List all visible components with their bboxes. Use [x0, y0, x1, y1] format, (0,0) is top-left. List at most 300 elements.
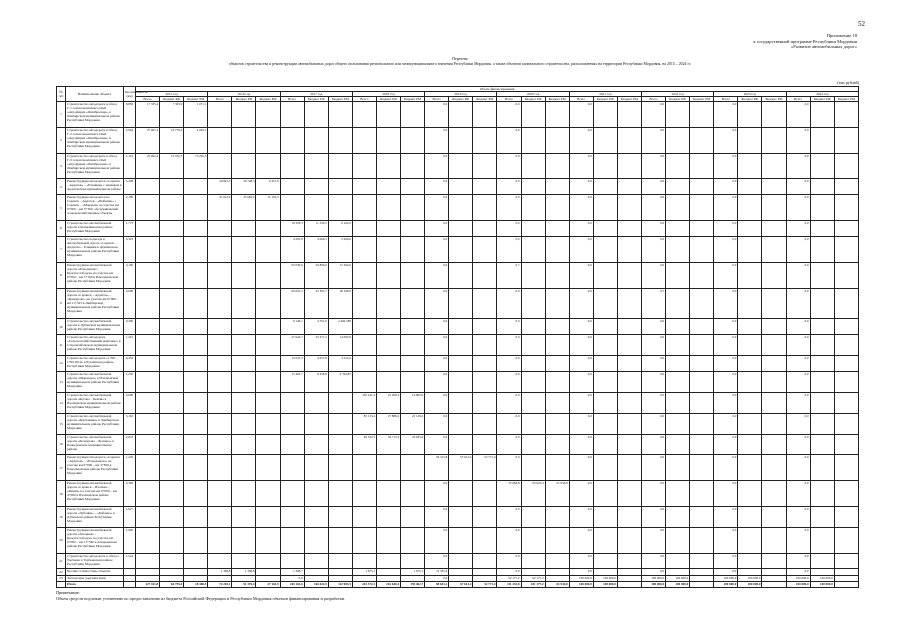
row-value: 100 000,0: [786, 581, 810, 587]
row-value: [280, 195, 304, 221]
row-value: [834, 102, 859, 128]
row-value: [473, 221, 497, 237]
row-value: [328, 455, 352, 481]
row-value: 0,0: [569, 153, 593, 179]
row-value: [449, 434, 473, 455]
row-index: 11: [57, 335, 66, 356]
row-value: [690, 179, 714, 195]
row-value: [184, 481, 208, 507]
row-value: [136, 455, 160, 481]
row-value: [666, 527, 690, 553]
row-value: [545, 262, 569, 288]
row-value: [280, 392, 304, 413]
row-value: [208, 102, 232, 128]
row-value: [136, 413, 160, 434]
header-subcolumn: Всего: [280, 97, 304, 102]
table-row: [57, 413, 859, 434]
header-index: № п/п: [57, 87, 66, 102]
row-value: 0,0: [786, 481, 810, 507]
row-object-name: Итого: [66, 581, 124, 587]
row-value: 0,0: [569, 288, 593, 319]
row-value: [834, 553, 859, 569]
row-index: 13: [57, 371, 66, 392]
row-value: [256, 527, 280, 553]
row-value: [160, 455, 184, 481]
row-value: 100 000,0: [641, 581, 665, 587]
row-value: [208, 481, 232, 507]
header-name: Наименование объекта: [66, 87, 124, 102]
row-value: [160, 236, 184, 262]
row-value: [810, 481, 834, 507]
row-value: [401, 527, 425, 553]
row-index: 5: [57, 195, 66, 221]
row-value: 159 462,7: [401, 581, 425, 587]
row-value: 0,0: [497, 153, 521, 179]
header-subcolumn: Бюджет РМ: [834, 97, 859, 102]
row-object-name: Строительство автодороги в обход г. Торбеево в Торбеевском районе Республики Мордовия: [66, 553, 124, 569]
row-value: [136, 262, 160, 288]
header-subcolumn: Бюджет РМ: [184, 97, 208, 102]
row-value: 0,0: [786, 236, 810, 262]
row-value: [666, 371, 690, 392]
row-value: 41 012,0: [208, 195, 232, 221]
row-value: 0,7: [497, 262, 521, 288]
row-value: [136, 392, 160, 413]
row-value: [401, 221, 425, 237]
row-value: [352, 153, 376, 179]
row-value: 0,0: [425, 575, 449, 581]
row-value: [449, 288, 473, 319]
row-value: [810, 153, 834, 179]
row-value: 0,0: [714, 455, 738, 481]
row-value: 240 162,6: [280, 581, 304, 587]
row-index: 3: [57, 153, 66, 179]
row-value: 2 266,6: [328, 236, 352, 262]
row-value: [473, 434, 497, 455]
row-value: [545, 195, 569, 221]
row-value: 25 682,2: [232, 195, 256, 221]
row-value: [521, 553, 545, 569]
row-value: [738, 553, 762, 569]
header-subcolumn: Бюджет РМ: [328, 97, 352, 102]
row-value: 0,0: [641, 319, 665, 335]
row-value: 0,0: [497, 527, 521, 553]
row-value: 7 303,9: [160, 102, 184, 128]
row-value: [184, 288, 208, 319]
row-value: [666, 153, 690, 179]
row-value: 0,0: [425, 153, 449, 179]
row-value: [666, 127, 690, 153]
row-value: [473, 319, 497, 335]
row-value: [834, 153, 859, 179]
row-value: 3 522,6: [328, 355, 352, 371]
row-value: [738, 262, 762, 288]
row-value: 0,0: [714, 335, 738, 356]
row-value: 15 462,7: [280, 371, 304, 392]
row-value: [762, 335, 786, 356]
table-row: [57, 262, 859, 288]
row-value: [834, 335, 859, 356]
row-value: [762, 506, 786, 527]
row-value: [521, 195, 545, 221]
row-value: [738, 153, 762, 179]
row-length: 1,220: [124, 455, 136, 481]
row-value: [352, 262, 376, 288]
row-value: 0,0: [425, 392, 449, 413]
row-value: [136, 236, 160, 262]
row-value: [184, 434, 208, 455]
row-value: [136, 319, 160, 335]
row-value: [521, 221, 545, 237]
row-value: [401, 319, 425, 335]
row-value: [136, 553, 160, 569]
row-value: 0,0: [641, 455, 665, 481]
row-value: [762, 288, 786, 319]
row-value: [328, 179, 352, 195]
row-index: 14: [57, 392, 66, 413]
row-value: 0,0: [425, 527, 449, 553]
row-value: [473, 262, 497, 288]
row-value: [762, 127, 786, 153]
row-value: [184, 236, 208, 262]
row-value: [328, 127, 352, 153]
row-index: 12: [57, 355, 66, 371]
row-value: [738, 481, 762, 507]
row-value: [810, 179, 834, 195]
row-value: [232, 127, 256, 153]
appendix-header: [753, 33, 857, 50]
row-value: 100 000,0: [810, 575, 834, 581]
row-value: [401, 127, 425, 153]
row-value: [593, 288, 617, 319]
row-value: [810, 319, 834, 335]
header-subcolumn: Всего: [569, 97, 593, 102]
row-value: 14 962,9: [401, 392, 425, 413]
appendix-line: Приложение 18: [826, 33, 857, 38]
row-value: 62 177,2: [497, 575, 521, 581]
row-value: [690, 195, 714, 221]
row-value: [593, 221, 617, 237]
row-value: [834, 355, 859, 371]
row-value: [810, 506, 834, 527]
header-subcolumn: Всего: [641, 97, 665, 102]
row-value: [449, 153, 473, 179]
row-value: 0,0: [569, 221, 593, 237]
row-value: 100 000,0: [569, 581, 593, 587]
row-value: [449, 553, 473, 569]
row-value: [136, 221, 160, 237]
row-value: [738, 288, 762, 319]
row-value: 0,0: [569, 569, 593, 575]
row-value: [834, 262, 859, 288]
row-value: [184, 221, 208, 237]
row-value: 0,0: [569, 434, 593, 455]
row-value: [762, 221, 786, 237]
row-value: [690, 355, 714, 371]
row-value: [352, 195, 376, 221]
row-value: [208, 371, 232, 392]
row-value: [617, 481, 641, 507]
row-index: 10: [57, 319, 66, 335]
row-value: [617, 102, 641, 128]
row-value: 0,0: [497, 506, 521, 527]
row-value: 0,0: [425, 335, 449, 356]
row-value: 15 032,3: [160, 153, 184, 179]
row-value: [593, 392, 617, 413]
row-value: [593, 236, 617, 262]
row-value: 0,0: [786, 102, 810, 128]
row-value: [617, 355, 641, 371]
row-value: [834, 236, 859, 262]
row-value: [160, 179, 184, 195]
row-value: 55 612,2: [449, 455, 473, 481]
row-value: [352, 335, 376, 356]
row-index: 2: [57, 127, 66, 153]
row-value: 112 983,5: [328, 581, 352, 587]
row-value: [208, 127, 232, 153]
row-value: [762, 355, 786, 371]
row-value: [401, 195, 425, 221]
row-value: 0,0: [714, 569, 738, 575]
row-value: [738, 392, 762, 413]
row-value: [280, 179, 304, 195]
row-value: 23 935,4: [401, 434, 425, 455]
row-value: [690, 288, 714, 319]
row-value: 0,0: [425, 355, 449, 371]
row-value: [738, 335, 762, 356]
row-value: 0,0: [425, 179, 449, 195]
row-value: [184, 527, 208, 553]
row-length: 1,191: [124, 153, 136, 179]
table-row: [57, 288, 859, 319]
row-value: 64 755,4: [160, 581, 184, 587]
row-value: [473, 288, 497, 319]
row-length: 3,162: [124, 413, 136, 434]
row-value: 0,0: [641, 195, 665, 221]
row-value: 0,0: [786, 319, 810, 335]
row-value: [160, 506, 184, 527]
row-value: 0,0: [786, 288, 810, 319]
row-value: [184, 335, 208, 356]
row-value: 0,0: [786, 506, 810, 527]
row-value: [401, 102, 425, 128]
row-value: [208, 527, 232, 553]
row-value: [762, 102, 786, 128]
row-value: [376, 195, 400, 221]
row-value: 27 163,9: [256, 581, 280, 587]
row-value: [401, 288, 425, 319]
row-value: [232, 553, 256, 569]
row-value: [304, 153, 328, 179]
row-index: [57, 581, 66, 587]
row-value: [208, 236, 232, 262]
row-value: [810, 413, 834, 434]
row-value: 0,0: [425, 319, 449, 335]
row-value: 6 457,6: [256, 179, 280, 195]
row-value: [136, 195, 160, 221]
row-value: 0,0: [569, 527, 593, 553]
row-value: [473, 413, 497, 434]
row-length: 1,524: [124, 553, 136, 569]
row-value: [232, 236, 256, 262]
row-value: [304, 127, 328, 153]
notes-text: Объем средств подлежит уточнению по предоставлению из бюджета Российской Федерации и Республики Мордовия объемов финансирования и разработки.: [56, 595, 346, 601]
header-subcolumn: Всего: [425, 97, 449, 102]
row-value: [232, 221, 256, 237]
row-value: [690, 319, 714, 335]
header-subcolumn: Всего: [136, 97, 160, 102]
row-value: 0,0: [569, 262, 593, 288]
row-value: [545, 102, 569, 128]
header-year: 2019 год: [425, 92, 497, 97]
row-value: 0,0: [497, 569, 521, 575]
row-index: 16: [57, 434, 66, 455]
header-year: 2022 год: [641, 92, 713, 97]
row-value: [473, 335, 497, 356]
row-object-name: Строительство автодороги в обход Г-3 сельхозкомплекса ОАО «Агрофирма «Октябрьская», в Лямбирском муниципальном районе Республики Мордовия: [66, 153, 124, 179]
row-value: 0,0: [497, 371, 521, 392]
row-value: [617, 455, 641, 481]
row-value: [256, 434, 280, 455]
row-object-name: Реконструкция автомобильной дороги «Ромоданово – Краснослободск» на участке км 0+000 – км 3+100 в Ромодановском районе Республики Мордовия: [66, 262, 124, 288]
table-row: [57, 527, 859, 553]
header-subcolumn: Всего: [786, 97, 810, 102]
row-value: [256, 319, 280, 335]
row-value: [376, 179, 400, 195]
row-value: 0,0: [641, 153, 665, 179]
row-value: [593, 371, 617, 392]
row-value: 0,0: [714, 102, 738, 128]
row-value: [473, 236, 497, 262]
row-value: [834, 413, 859, 434]
table-row: [57, 392, 859, 413]
row-value: [545, 434, 569, 455]
row-value: 105 241,4: [352, 392, 376, 413]
row-value: 0,0: [786, 371, 810, 392]
row-value: [256, 506, 280, 527]
row-value: 0,0: [425, 553, 449, 569]
row-value: 56 315,8: [425, 455, 449, 481]
row-value: [521, 335, 545, 356]
row-value: 0,0: [569, 392, 593, 413]
row-object-name: Строительство подъезда к автомобильной дороге «Саранск – Ардатов» – Ельники в Атяшевском муниципальном районе Республики Мордовия: [66, 236, 124, 262]
row-value: 0,0: [569, 371, 593, 392]
row-value: 0,0: [786, 335, 810, 356]
row-value: 100 000,0: [714, 581, 738, 587]
row-length: 4,000: [124, 288, 136, 319]
row-value: 0,0: [641, 553, 665, 569]
row-value: [352, 236, 376, 262]
row-value: [401, 553, 425, 569]
row-value: [449, 195, 473, 221]
row-value: [593, 506, 617, 527]
row-value: [545, 455, 569, 481]
row-value: 0,0: [641, 392, 665, 413]
row-value: [256, 355, 280, 371]
header-subcolumn: Бюджет РФ: [160, 97, 184, 102]
row-value: 27 644,7: [280, 335, 304, 356]
row-value: [376, 481, 400, 507]
row-value: [184, 553, 208, 569]
row-value: 0,0: [714, 179, 738, 195]
header-subcolumn: Бюджет РФ: [521, 97, 545, 102]
row-value: [834, 127, 859, 153]
row-value: [545, 553, 569, 569]
row-value: [810, 434, 834, 455]
row-value: [232, 355, 256, 371]
row-value: [593, 481, 617, 507]
row-value: 0,0: [569, 319, 593, 335]
row-value: [545, 355, 569, 371]
row-value: 0,0: [569, 506, 593, 527]
row-value: 68 651,2: [425, 581, 449, 587]
row-value: 0,0: [569, 355, 593, 371]
header-subcolumn: Бюджет РФ: [376, 97, 400, 102]
row-value: 29 806,9: [304, 262, 328, 288]
row-value: [449, 335, 473, 356]
row-value: [690, 553, 714, 569]
row-value: [352, 553, 376, 569]
row-value: [473, 127, 497, 153]
row-value: 0,0: [497, 335, 521, 356]
row-value: [521, 413, 545, 434]
row-value: [762, 581, 786, 587]
row-value: [810, 335, 834, 356]
row-value: 62 177,2: [521, 575, 545, 581]
row-value: [376, 319, 400, 335]
row-value: 0,0: [714, 371, 738, 392]
row-value: 0,0: [786, 553, 810, 569]
header-subcolumn: Всего: [208, 97, 232, 102]
row-value: [593, 355, 617, 371]
row-value: [738, 195, 762, 221]
row-value: [762, 434, 786, 455]
row-value: [160, 221, 184, 237]
row-value: 0,0: [641, 527, 665, 553]
row-value: [666, 236, 690, 262]
row-value: [136, 434, 160, 455]
header-subcolumn: Бюджет РМ: [762, 97, 786, 102]
row-value: 0,0: [497, 102, 521, 128]
table-row: [57, 236, 859, 262]
row-value: 111 232,8: [497, 581, 521, 587]
row-value: [810, 221, 834, 237]
row-value: 0,0: [641, 102, 665, 128]
row-value: [545, 127, 569, 153]
row-value: [136, 527, 160, 553]
row-value: [280, 102, 304, 128]
row-value: [617, 527, 641, 553]
row-value: 0,0: [569, 553, 593, 569]
header-year: 2018 год: [352, 92, 424, 97]
row-value: [617, 371, 641, 392]
row-value: [593, 335, 617, 356]
row-value: [160, 262, 184, 288]
row-value: [208, 392, 232, 413]
row-value: [184, 195, 208, 221]
row-value: [810, 288, 834, 319]
row-value: [160, 355, 184, 371]
row-value: 22 128,2: [401, 413, 425, 434]
row-value: 100 000,0: [738, 575, 762, 581]
row-index: 18: [57, 481, 66, 507]
table-row: [57, 127, 859, 153]
row-value: [328, 481, 352, 507]
row-value: [593, 413, 617, 434]
row-value: [232, 481, 256, 507]
row-value: [376, 153, 400, 179]
row-value: 0,7: [641, 288, 665, 319]
